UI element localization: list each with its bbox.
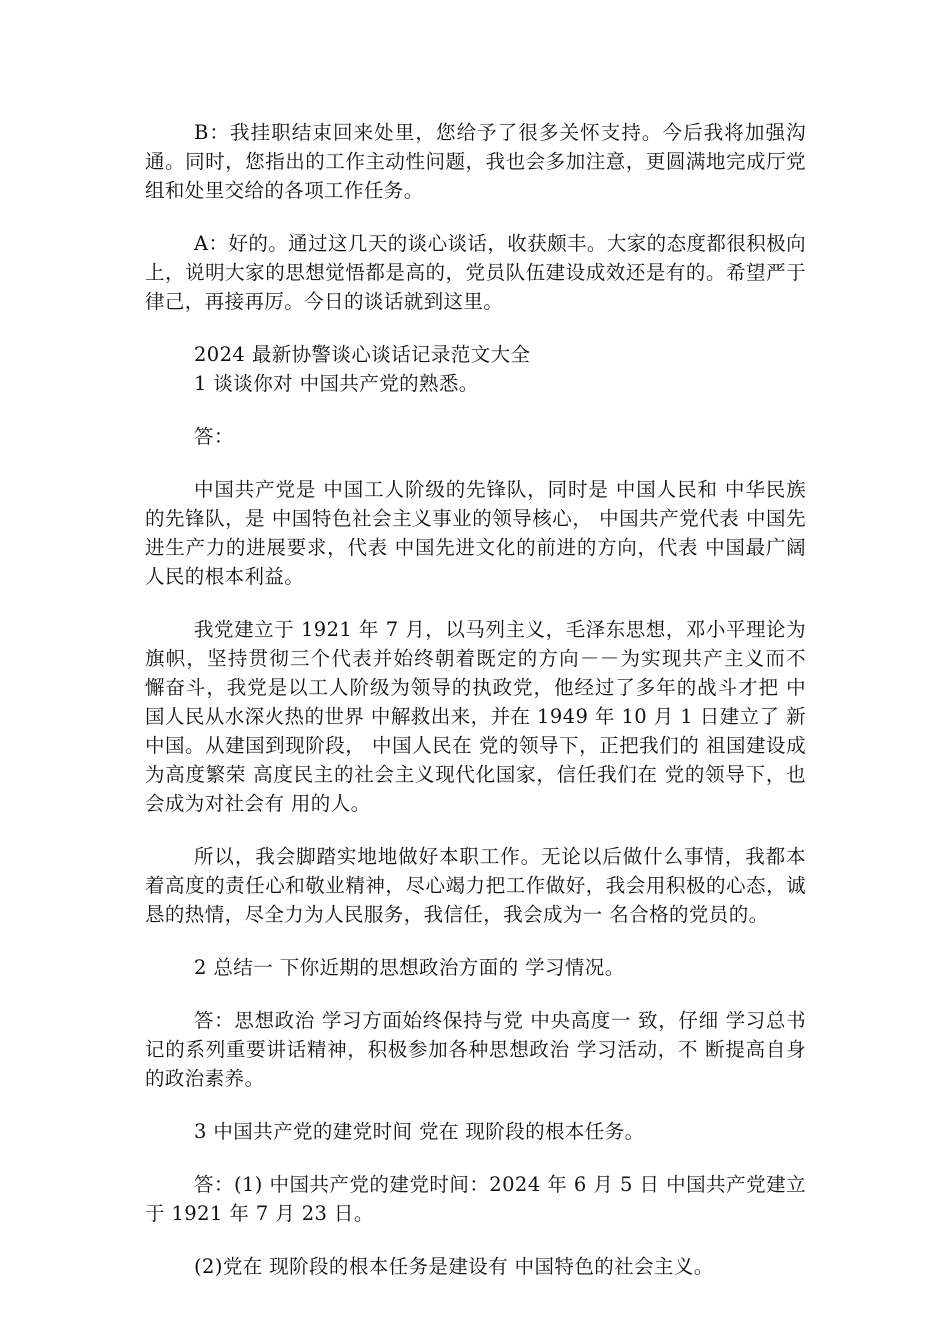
question-3: 3 中国共产党的建党时间 党在 现阶段的根本任务。	[194, 1120, 645, 1143]
question-2: 2 总结一 下你近期的思想政治方面的 学习情况。	[194, 956, 625, 979]
section-title: 2024 最新协警谈心谈话记录范文大全	[194, 343, 531, 366]
answer-1-paragraph-1: 中国共产党是 中国工人阶级的先锋队，同时是 中国人民和 中华民族的先锋队，是 中国特色社会主义事业的领导核心， 中国共产党代表 中国先进生产力的进展要求，代表 中国先进文化的前进的方向，代表 中国最广阔人民的根本利益。	[145, 478, 806, 588]
question-1: 1 谈谈你对 中国共产党的熟悉。	[194, 372, 479, 395]
answer-label: 答：	[194, 425, 234, 448]
answer-1-paragraph-3: 所以，我会脚踏实地地做好本职工作。无论以后做什么事情，我都本着高度的责任心和敬业精神，尽心竭力把工作做好，我会用积极的心态，诚恳的热情，尽全力为人民服务，我信任，我会成为一 名合格的党员的。	[145, 845, 806, 926]
answer-1-paragraph-2: 我党建立于 1921 年 7 月，以马列主义，毛泽东思想，邓小平理论为旗帜，坚持贯彻三个代表并始终朝着既定的方向－－为实现共产主义而不 懈奋斗，我党是以工人阶级为领导的执政党，他经过了多年的战斗才把 中国人民从水深火热的世界 中解救出来，并在 1949 年 10 月 1 日建立了 新 中国。从建国到现阶段， 中国人民在 党的领导下，正把我们的 祖国建设成为高度繁荣 高度民主的社会主义现代化国家，信任我们在 党的领导下，也会成为对社会有 用的人。	[145, 618, 806, 815]
paragraph-b-reply: B：我挂职结束回来处里，您给予了很多关怀支持。今后我将加强沟通。同时，您指出的工作主动性问题，我也会多加注意，更圆满地完成厅党组和处里交给的各项工作任务。	[145, 121, 806, 202]
answer-3-part-1: 答：(1) 中国共产党的建党时间：2024 年 6 月 5 日 中国共产党建立于 1921 年 7 月 23 日。	[145, 1173, 806, 1225]
paragraph-a-closing: A：好的。通过这几天的谈心谈话，收获颇丰。大家的态度都很积极向上，说明大家的思想觉悟都是高的，党员队伍建设成效还是有的。希望严于律己，再接再厉。今日的谈话就到这里。	[145, 232, 806, 313]
answer-2: 答：思想政治 学习方面始终保持与党 中央高度一 致，仔细 学习总书记的系列重要讲话精神，积极参加各种思想政治 学习活动，不 断提高自身的政治素养。	[145, 1009, 806, 1090]
answer-3-part-2: (2)党在 现阶段的根本任务是建设有 中国特色的社会主义。	[194, 1255, 714, 1278]
